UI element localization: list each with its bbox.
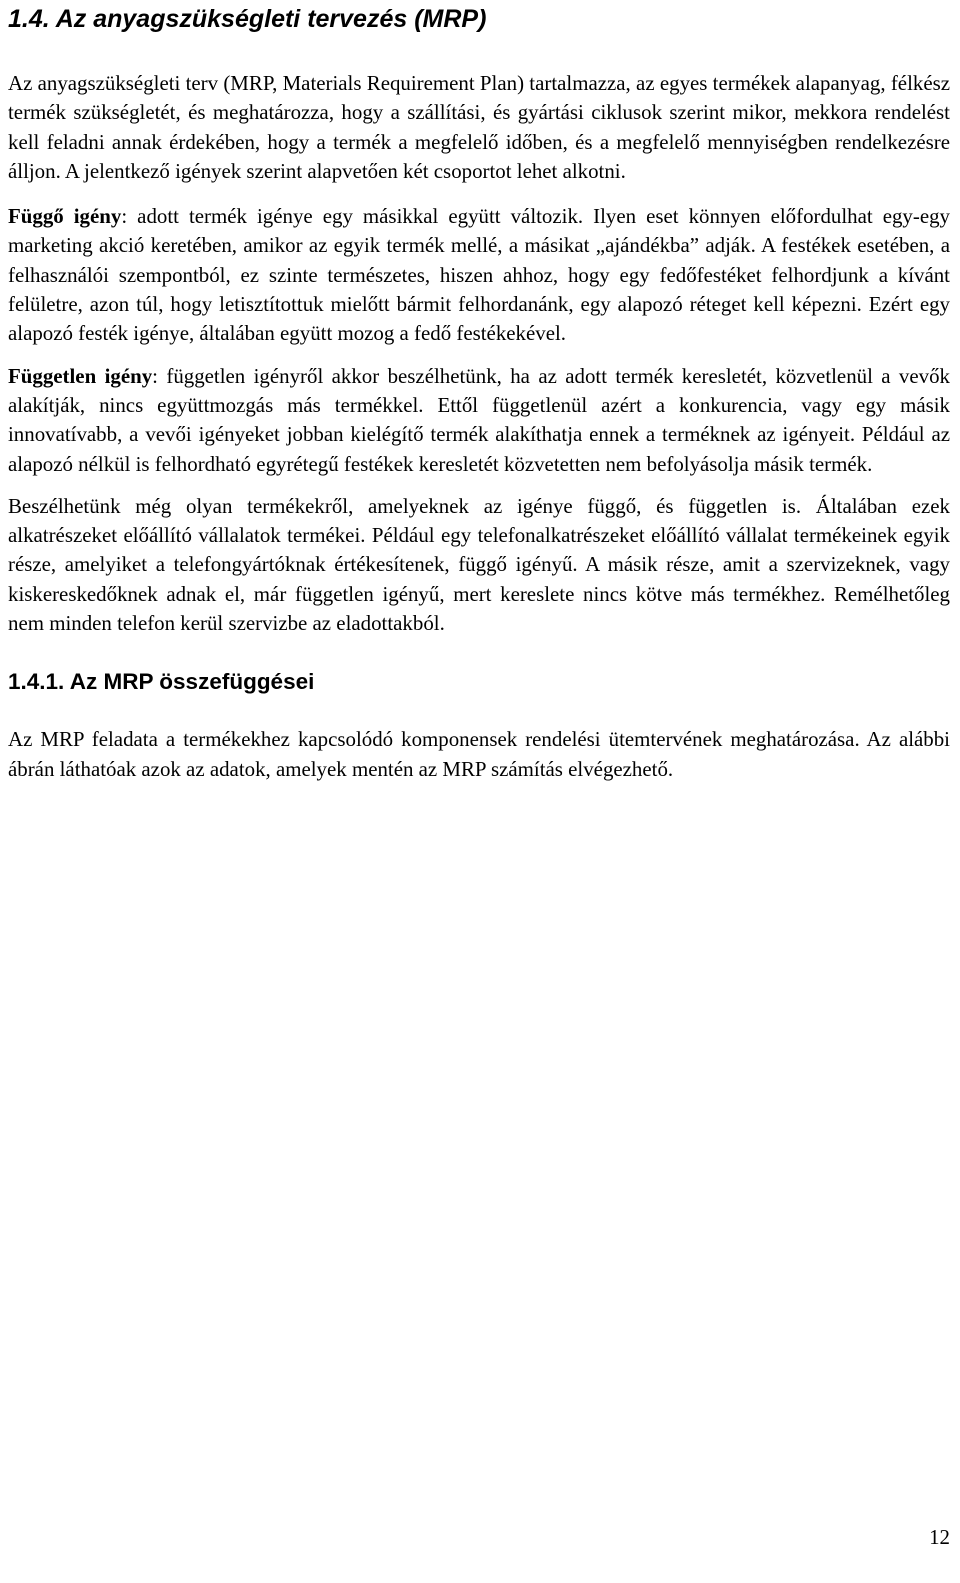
subsection-title: 1.4.1. Az MRP összefüggései [8, 669, 315, 695]
mrp-relations-paragraph: Az MRP feladata a termékekhez kapcsolódó komponensek rendelési ütemtervének meghatározása. Az alábbi ábrán láthatóak azok az adatok, amelyek mentén az MRP számítás elvégezhető. [8, 727, 950, 781]
dependent-demand-term: Függő igény [8, 204, 122, 229]
mixed-demand-paragraph: Beszélhetünk még olyan termékekről, amelyeknek az igénye függő, és független is. Általában ezek alkatrészeket előállító vállalatok termékei. Például egy telefonalkatrészeket előállító vállalat termékeinek egyik része, amelyiket a telefongyártóknak értékesítenek, függő igényű. A másik része, amit a szervizeknek, vagy kiskereskedőknek adnak el, már független igényű, mert kereslete nincs kötve más termékhez. Remélhetőleg nem minden telefon kerül szervizbe az eladottakból. [8, 493, 950, 636]
independent-demand-term: Független igény [8, 363, 153, 388]
dependent-demand-text: : adott termék igénye egy másikkal együtt változik. Ilyen eset könnyen előfordulhat egy-egy marketing akció keretében, amikor az egyik termék mellé, a másikat „ajándékba” adják. A festékek esetében, a felhasználói szempontból, ez szinte természetes, hiszen ahhoz, hogy egy fedőfestéket felhordjunk a kívánt felületre, azon túl, hogy letisztítottuk mielőtt bármit felhordanánk, egy alapozó réteget kell képezni. Ezért egy alapozó festék igénye, általában együtt mozog a fedő festékekével. [8, 204, 950, 346]
intro-paragraph: Az anyagszükségleti terv (MRP, Materials Requirement Plan) tartalmazza, az egyes termékek alapanyag, félkész termék szükségletét, és meghatározza, hogy a szállítási, és gyártási ciklusok szerint mikor, mekkora rendelést kell feladni annak érdekében, hogy a termék a megfelelő időben, és a megfelelő mennyiségben rendelkezésre álljon. A jelentkező igények szerint alapvetően két csoportot lehet alkotni. [8, 71, 950, 183]
document-page [8, 0, 950, 784]
section-title: 1.4. Az anyagszükségleti tervezés (MRP) [8, 5, 487, 33]
independent-demand-paragraph [8, 362, 950, 479]
dependent-demand-paragraph [8, 202, 950, 348]
independent-demand-text: : független igényről akkor beszélhetünk, ha az adott termék keresletét, közvetlenül a vevők alakítják, nincs együttmozgás más termékkel. Ettől függetlenül azért a konkurencia, vagy egy másik innovatívabb, a vevői igényeket jobban kielégítő termék alakíthatja ennek a terméknek az igényeit. Például az alapozó nélkül is felhordható egyrétegű festékek keresletét közvetetten nem befolyásolja másik termék. [8, 363, 950, 476]
page-number: 12 [929, 1525, 950, 1549]
